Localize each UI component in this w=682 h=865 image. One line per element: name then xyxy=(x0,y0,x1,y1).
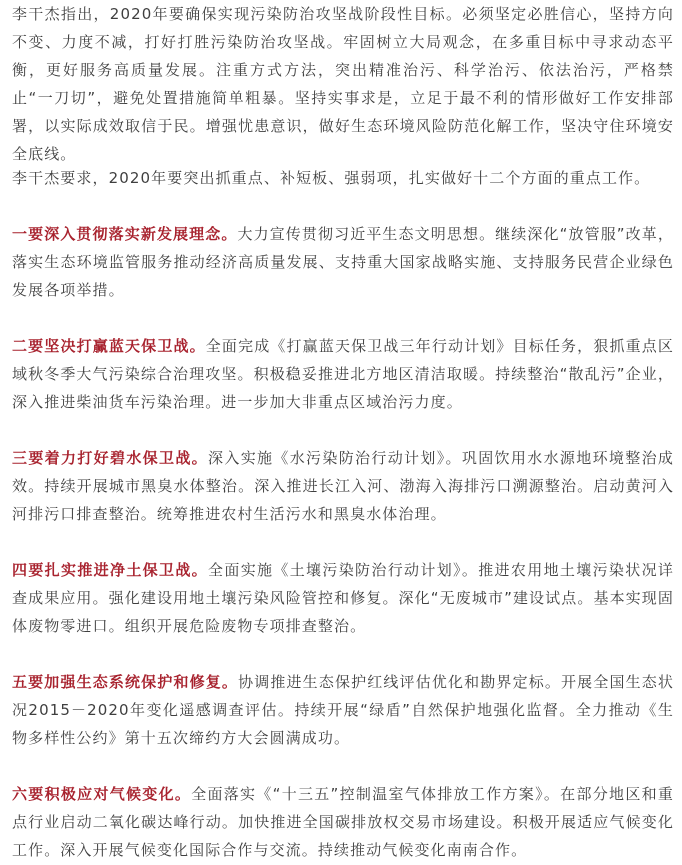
paragraph-text: 深入实施《水污染防治行动计划》。巩固饮用水水源地环境整治成效。持续开展城市黑臭水体整治。深入推进长江入河、渤海入海排污口溯源整治。启动黄河入河排污口排查整治。统筹推进农村生活污水和黑臭水体治理。 xyxy=(12,449,675,523)
paragraph-task-4 xyxy=(12,556,674,640)
paragraph-heading: 二要坚决打赢蓝天保卫战。 xyxy=(12,337,206,355)
paragraph-text: 李干杰要求，2020年要突出抓重点、补短板、强弱项，扎实做好十二个方面的重点工作。 xyxy=(12,169,651,187)
paragraph-heading: 一要深入贯彻落实新发展理念。 xyxy=(12,225,238,243)
paragraph-task-6 xyxy=(12,780,674,864)
paragraph-heading: 六要积极应对气候变化。 xyxy=(12,785,192,803)
paragraph-task-1 xyxy=(12,220,674,304)
paragraph-heading: 五要加强生态系统保护和修复。 xyxy=(12,673,239,691)
paragraph-intro xyxy=(12,0,674,168)
paragraph-text: 大力宣传贯彻习近平生态文明思想。继续深化“放管服”改革，落实生态环境监管服务推动经济高质量发展、支持重大国家战略实施、支持服务民营企业绿色发展各项举措。 xyxy=(12,225,674,299)
paragraph-requirements xyxy=(12,164,674,192)
paragraph-text: 全面实施《土壤污染防治行动计划》。推进农用地土壤污染状况详查成果应用。强化建设用地土壤污染风险管控和修复。深化“无废城市”建设试点。基本实现固体废物零进口。组织开展危险废物专项排查整治。 xyxy=(12,561,675,635)
paragraph-text: 李干杰指出，2020年要确保实现污染防治攻坚战阶段性目标。必须坚定必胜信心，坚持方向不变、力度不减，打好打胜污染防治攻坚战。牢固树立大局观念，在多重目标中寻求动态平衡，更好服务高质量发展。注重方式方法，突出精准治污、科学治污、依法治污，严格禁止“一刀切”，避免处置措施简单粗暴。坚持实事求是，立足于最不利的情形做好工作安排部署，以实际成效取信于民。增强忧患意识，做好生态环境风险防范化解工作，坚决守住环境安全底线。 xyxy=(12,5,674,163)
paragraph-heading: 四要扎实推进净土保卫战。 xyxy=(12,561,209,579)
paragraph-text: 全面完成《打赢蓝天保卫战三年行动计划》目标任务，狠抓重点区域秋冬季大气污染综合治理攻坚。积极稳妥推进北方地区清洁取暖。持续整治“散乱污”企业，深入推进柴油货车污染治理。进一步加大非重点区域治污力度。 xyxy=(12,337,675,411)
paragraph-text: 全面落实《“十三五”控制温室气体排放工作方案》。在部分地区和重点行业启动二氧化碳达峰行动。加快推进全国碳排放权交易市场建设。积极开展适应气候变化工作。深入开展气候变化国际合作与交流。持续推动气候变化南南合作。 xyxy=(12,785,674,859)
paragraph-task-5 xyxy=(12,668,674,752)
paragraph-task-3 xyxy=(12,444,674,528)
paragraph-heading: 三要着力打好碧水保卫战。 xyxy=(12,449,209,467)
paragraph-text: 协调推进生态保护红线评估优化和勘界定标。开展全国生态状况2015－2020年变化遥感调查评估。持续开展“绿盾”自然保护地强化监督。全力推动《生物多样性公约》第十五次缔约方大会圆满成功。 xyxy=(12,673,675,747)
paragraph-task-2 xyxy=(12,332,674,416)
